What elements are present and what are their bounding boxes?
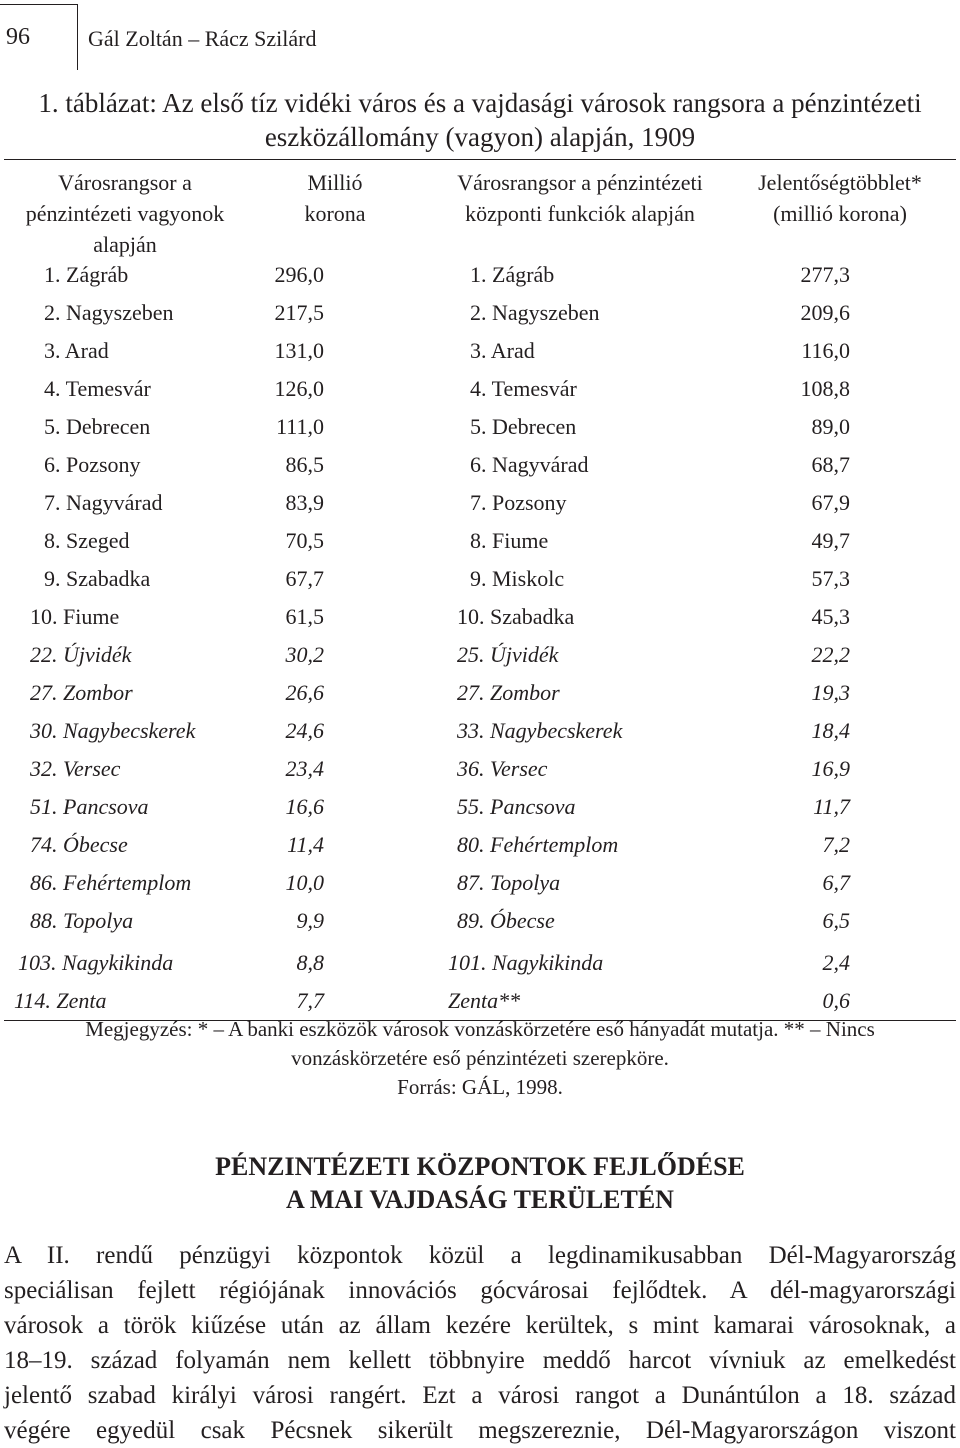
column-header-line: (millió korona) xyxy=(773,201,907,226)
cell-assets-value: 126,0 xyxy=(274,376,324,401)
column-header-million-korona xyxy=(270,167,400,229)
cell-surplus-value: 277,3 xyxy=(800,262,850,287)
cell-assets-value: 61,5 xyxy=(285,604,324,629)
cell-city-by-assets: 9. Szabadka xyxy=(44,566,151,591)
cell-surplus-value: 89,0 xyxy=(811,414,850,439)
table-caption-line-2: eszközállomány (vagyon) alapján, 1909 xyxy=(264,122,696,152)
body-line: végére egyedül csak Pécsnek sikerült megszereznie, Dél-Magyarországon viszont xyxy=(4,1417,956,1444)
cell-assets-value: 70,5 xyxy=(285,528,324,553)
cell-surplus-value: 18,4 xyxy=(811,718,850,743)
column-header-line: Városrangsor a xyxy=(58,170,192,195)
cell-city-by-functions: 9. Miskolc xyxy=(470,566,565,591)
cell-assets-value: 217,5 xyxy=(274,300,324,325)
table-row xyxy=(0,788,960,826)
cell-surplus-value: 11,7 xyxy=(813,794,850,819)
table-row xyxy=(0,332,960,370)
column-header-rank-functions xyxy=(420,167,740,229)
table-source: Forrás: GÁL, 1998. xyxy=(397,1075,563,1099)
column-header-line: alapján xyxy=(93,232,157,257)
column-header-line: Millió xyxy=(307,170,363,195)
cell-assets-value: 7,7 xyxy=(296,988,324,1013)
cell-city-by-functions: 1. Zágráb xyxy=(470,262,555,287)
cell-surplus-value: 6,5 xyxy=(822,908,850,933)
cell-city-by-assets: 1. Zágráb xyxy=(44,262,129,287)
cell-surplus-value: 116,0 xyxy=(801,338,850,363)
cell-city-by-assets: 32. Versec xyxy=(30,756,121,781)
cell-surplus-value: 57,3 xyxy=(811,566,850,591)
table-row xyxy=(0,408,960,446)
cell-assets-value: 23,4 xyxy=(285,756,324,781)
table-note-line-1: Megjegyzés: * – A banki eszközök városok vonzáskörzetére eső hányadát mutatja. ** – Nincs xyxy=(85,1017,875,1041)
cell-city-by-assets: 6. Pozsony xyxy=(44,452,141,477)
header-rule-top xyxy=(0,4,78,5)
table-row xyxy=(0,484,960,522)
cell-surplus-value: 209,6 xyxy=(800,300,850,325)
cell-city-by-functions: 8. Fiume xyxy=(470,528,549,553)
cell-surplus-value: 7,2 xyxy=(822,832,850,857)
column-header-line: Városrangsor a pénzintézeti xyxy=(457,170,703,195)
cell-city-by-functions: 101. Nagykikinda xyxy=(448,950,604,975)
cell-surplus-value: 0,6 xyxy=(822,988,850,1013)
cell-surplus-value: 22,2 xyxy=(811,642,850,667)
section-title xyxy=(0,1150,960,1216)
cell-assets-value: 30,2 xyxy=(285,642,324,667)
cell-city-by-assets: 103. Nagykikinda xyxy=(18,950,174,975)
cell-assets-value: 11,4 xyxy=(287,832,324,857)
table-row xyxy=(0,864,960,902)
cell-city-by-functions: 25. Újvidék xyxy=(457,642,559,667)
cell-city-by-functions: Zenta** xyxy=(448,988,521,1013)
cell-city-by-assets: 51. Pancsova xyxy=(30,794,149,819)
cell-city-by-functions: 55. Pancsova xyxy=(457,794,576,819)
cell-assets-value: 131,0 xyxy=(274,338,324,363)
table-row xyxy=(0,598,960,636)
cell-assets-value: 26,6 xyxy=(285,680,324,705)
table-row xyxy=(0,944,960,982)
cell-surplus-value: 2,4 xyxy=(822,950,850,975)
body-line: A II. rendű pénzügyi központok közül a legdinamikusabban Dél-Magyarország xyxy=(4,1242,956,1269)
cell-city-by-functions: 87. Topolya xyxy=(457,870,561,895)
cell-assets-value: 86,5 xyxy=(285,452,324,477)
body-line: jelentő szabad királyi városi rangért. Ezt a városi rangot a Dunántúlon a 18. század xyxy=(4,1382,956,1409)
cell-city-by-functions: 10. Szabadka xyxy=(457,604,575,629)
cell-assets-value: 9,9 xyxy=(296,908,324,933)
table-row xyxy=(0,674,960,712)
cell-assets-value: 8,8 xyxy=(296,950,324,975)
cell-city-by-assets: 86. Fehértemplom xyxy=(30,870,192,895)
cell-surplus-value: 16,9 xyxy=(811,756,850,781)
column-header-surplus xyxy=(740,167,940,229)
table-row xyxy=(0,826,960,864)
cell-assets-value: 296,0 xyxy=(274,262,324,287)
cell-city-by-assets: 88. Topolya xyxy=(30,908,134,933)
body-line: speciálisan fejlett régiójának innovációs gócvárosai fejlődtek. A dél-magyarországi xyxy=(4,1277,956,1304)
column-header-line: központi funkciók alapján xyxy=(465,201,695,226)
table-row xyxy=(0,256,960,294)
cell-city-by-assets: 22. Újvidék xyxy=(30,642,132,667)
table-row xyxy=(0,446,960,484)
cell-city-by-functions: 36. Versec xyxy=(457,756,548,781)
cell-city-by-functions: 6. Nagyvárad xyxy=(470,452,589,477)
cell-assets-value: 67,7 xyxy=(285,566,324,591)
cell-city-by-assets: 30. Nagybecskerek xyxy=(30,718,196,743)
table-note xyxy=(0,1015,960,1102)
cell-city-by-assets: 8. Szeged xyxy=(44,528,130,553)
header-rule-vertical xyxy=(77,4,78,70)
table-row xyxy=(0,712,960,750)
table-caption xyxy=(0,86,960,154)
cell-city-by-functions: 5. Debrecen xyxy=(470,414,577,439)
column-header-rank-assets xyxy=(4,167,246,260)
cell-assets-value: 10,0 xyxy=(285,870,324,895)
table-row xyxy=(0,902,960,940)
cell-surplus-value: 45,3 xyxy=(811,604,850,629)
cell-city-by-functions: 33. Nagybecskerek xyxy=(457,718,623,743)
table-row xyxy=(0,560,960,598)
cell-city-by-assets: 4. Temesvár xyxy=(44,376,151,401)
cell-surplus-value: 68,7 xyxy=(811,452,850,477)
cell-city-by-assets: 10. Fiume xyxy=(30,604,120,629)
table-row xyxy=(0,636,960,674)
cell-city-by-assets: 74. Óbecse xyxy=(30,832,128,857)
cell-city-by-assets: 27. Zombor xyxy=(30,680,133,705)
table-row xyxy=(0,294,960,332)
body-paragraph xyxy=(4,1238,956,1448)
cell-city-by-functions: 7. Pozsony xyxy=(470,490,567,515)
table-row xyxy=(0,750,960,788)
table-top-rule xyxy=(4,159,956,160)
column-header-line: korona xyxy=(304,201,366,226)
cell-assets-value: 24,6 xyxy=(285,718,324,743)
cell-surplus-value: 6,7 xyxy=(822,870,850,895)
table-note-line-2: vonzáskörzetére eső pénzintézeti szerepköre. xyxy=(291,1046,669,1070)
page-number: 96 xyxy=(6,24,30,50)
cell-city-by-assets: 2. Nagyszeben xyxy=(44,300,174,325)
cell-surplus-value: 67,9 xyxy=(811,490,850,515)
cell-assets-value: 111,0 xyxy=(276,414,324,439)
cell-city-by-functions: 27. Zombor xyxy=(457,680,560,705)
cell-city-by-assets: 7. Nagyvárad xyxy=(44,490,163,515)
cell-city-by-assets: 114. Zenta xyxy=(14,988,107,1013)
section-title-line-1: PÉNZINTÉZETI KÖZPONTOK FEJLŐDÉSE xyxy=(215,1152,745,1181)
cell-city-by-functions: 3. Arad xyxy=(470,338,535,363)
table-row xyxy=(0,522,960,560)
cell-city-by-functions: 89. Óbecse xyxy=(457,908,555,933)
cell-city-by-functions: 2. Nagyszeben xyxy=(470,300,600,325)
cell-city-by-assets: 3. Arad xyxy=(44,338,109,363)
table-caption-line-1: 1. táblázat: Az első tíz vidéki város és a vajdasági városok rangsora a pénzintézeti xyxy=(38,88,922,118)
cell-city-by-assets: 5. Debrecen xyxy=(44,414,151,439)
cell-assets-value: 16,6 xyxy=(285,794,324,819)
body-line: 18–19. század folyamán nem kellett többnyire meddő harcot vívniuk az emelkedést xyxy=(4,1347,956,1374)
body-line: városok a török kiűzése után az állam kezére kerültek, s mint kamarai városoknak, a xyxy=(4,1312,956,1339)
cell-city-by-functions: 80. Fehértemplom xyxy=(457,832,619,857)
cell-city-by-functions: 4. Temesvár xyxy=(470,376,577,401)
cell-assets-value: 83,9 xyxy=(285,490,324,515)
table-row xyxy=(0,370,960,408)
cell-surplus-value: 108,8 xyxy=(800,376,850,401)
cell-surplus-value: 19,3 xyxy=(811,680,850,705)
section-title-line-2: A MAI VAJDASÁG TERÜLETÉN xyxy=(286,1185,674,1214)
column-header-line: Jelentőségtöbblet* xyxy=(758,170,922,195)
cell-surplus-value: 49,7 xyxy=(811,528,850,553)
column-header-line: pénzintézeti vagyonok xyxy=(25,201,225,226)
running-header-authors: Gál Zoltán – Rácz Szilárd xyxy=(88,26,317,51)
